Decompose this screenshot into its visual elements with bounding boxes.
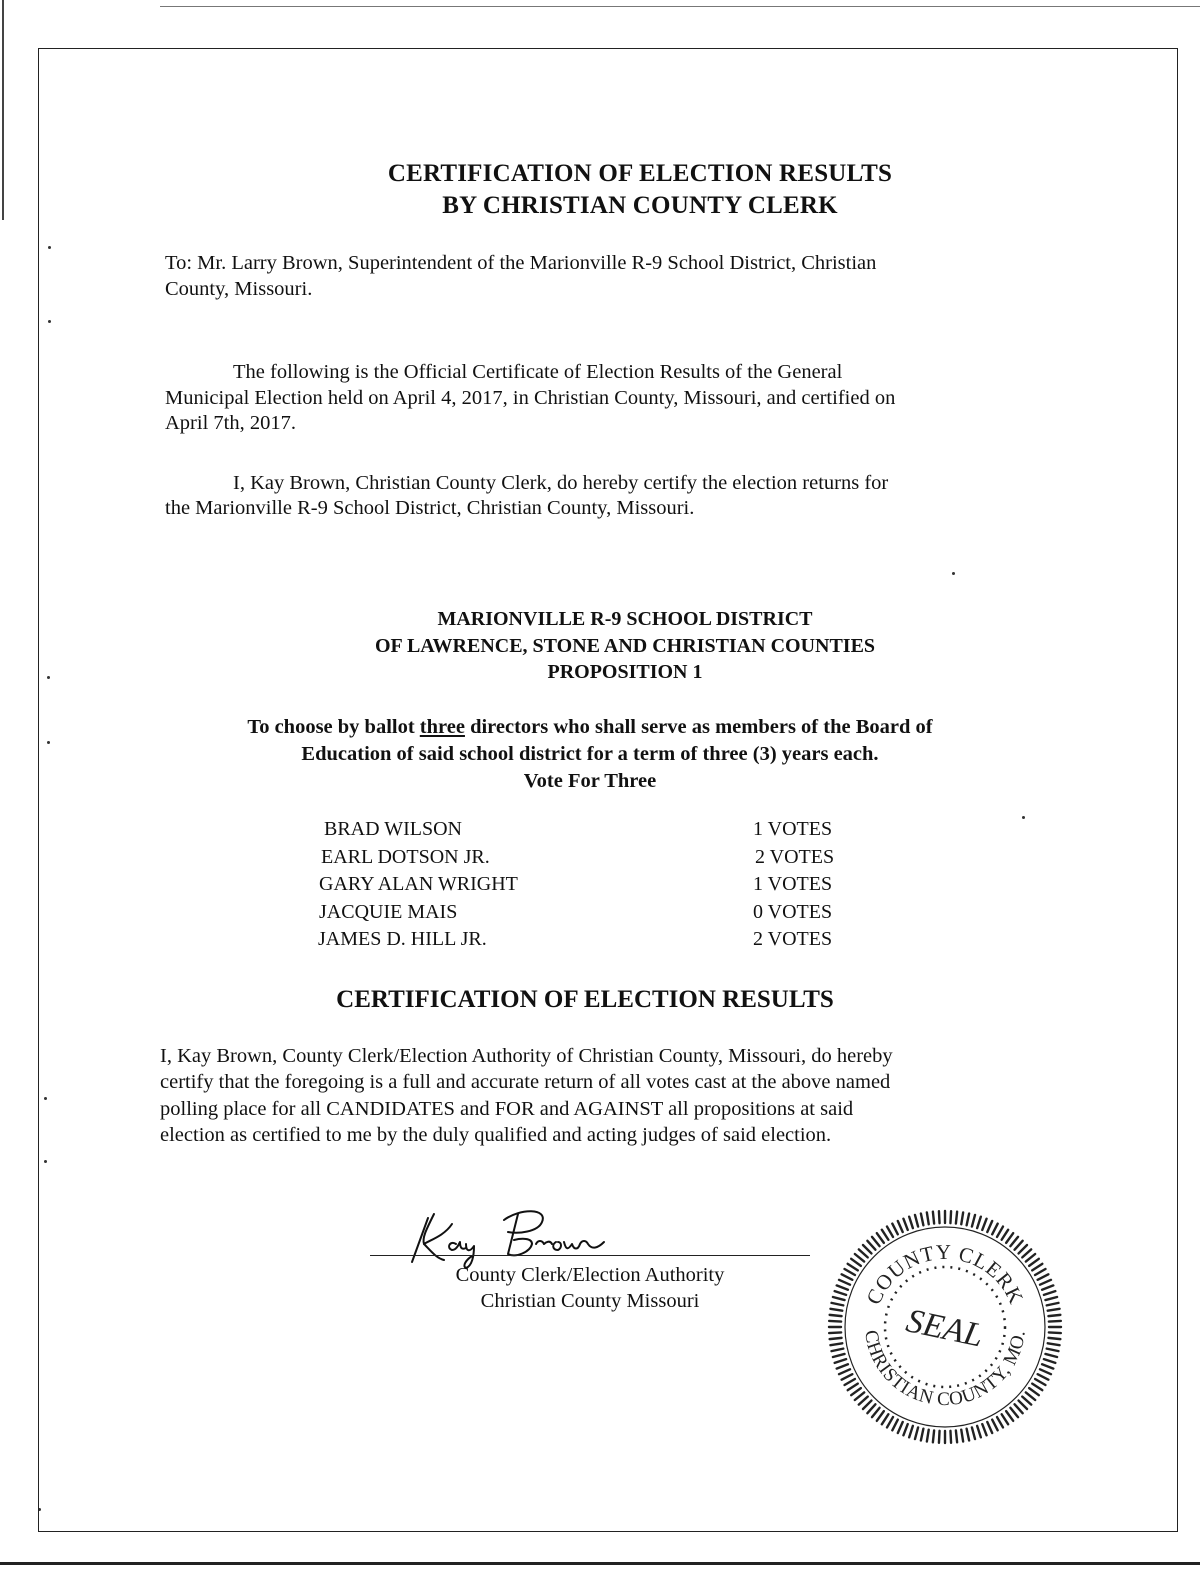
seal-tick xyxy=(915,1215,918,1227)
seal-tick xyxy=(842,1374,853,1379)
seal-tick xyxy=(837,1364,848,1368)
seal-tick xyxy=(956,1212,957,1224)
seal-tick xyxy=(835,1291,846,1295)
seal-tick xyxy=(950,1431,951,1443)
candidate-name: JAMES D. HILL JR. xyxy=(318,928,487,950)
seal-tick xyxy=(909,1426,913,1437)
certification-line4: election as certified to me by the duly qualified and acting judges of said election. xyxy=(160,1124,832,1146)
seal-tick xyxy=(882,1230,889,1240)
seal-tick xyxy=(839,1280,850,1285)
candidate-votes: 1 VOTES xyxy=(753,818,833,840)
seal-tick xyxy=(1019,1245,1027,1253)
candidate-name: EARL DOTSON JR. xyxy=(321,845,490,868)
svg-text:SEAL: SEAL xyxy=(902,1302,987,1355)
certification-line1: I, Kay Brown, County Clerk/Election Authority of Christian County, Missouri, do hereby xyxy=(160,1045,893,1067)
seal-tick xyxy=(1045,1297,1057,1300)
seal-tick xyxy=(848,1384,858,1391)
seal-tick xyxy=(982,1219,986,1230)
seal-tick xyxy=(997,1227,1003,1237)
seal-tick xyxy=(830,1338,842,1339)
candidate-row xyxy=(318,844,878,872)
seal-tick xyxy=(859,1397,868,1405)
certification-line2: certify that the foregoing is a full and accurate return of all votes cast at the above named xyxy=(160,1071,891,1093)
seal-tick xyxy=(1042,1285,1053,1289)
seal-tick xyxy=(887,1417,893,1427)
seal-tick xyxy=(1032,1264,1042,1271)
seal-tick xyxy=(1002,1414,1009,1424)
seal-tick xyxy=(855,1392,864,1400)
seal-tick xyxy=(1048,1315,1060,1316)
seal-tick xyxy=(1044,1291,1055,1295)
seal-tick xyxy=(992,1224,997,1235)
seal-tick xyxy=(1029,1259,1039,1266)
seal-tick xyxy=(1010,1408,1018,1417)
seal-tick xyxy=(898,1422,903,1433)
candidate-votes: 1 VOTES xyxy=(753,873,833,895)
seal-tick xyxy=(829,1332,841,1333)
seal-tick xyxy=(845,1269,855,1275)
seal-tick xyxy=(1049,1332,1061,1333)
seal-tick xyxy=(933,1212,934,1224)
candidate-name: BRAD WILSON xyxy=(324,818,462,840)
candidate-row xyxy=(318,816,878,844)
seal-tick xyxy=(833,1297,845,1300)
certification-heading: CERTIFICATION OF ELECTION RESULTS xyxy=(336,986,834,1013)
seal-tick xyxy=(1019,1401,1027,1409)
seal-tick xyxy=(1026,1392,1035,1400)
seal-tick xyxy=(898,1221,903,1232)
seal-tick xyxy=(927,1430,929,1442)
seal-tick xyxy=(933,1430,934,1442)
seal-tick xyxy=(832,1303,844,1305)
seal-tick xyxy=(1006,1411,1013,1421)
intro-line1: The following is the Official Certificate of Election Results of the General xyxy=(233,361,843,383)
seal-tick xyxy=(1038,1374,1049,1379)
scan-edge-bottom xyxy=(0,1562,1200,1565)
candidate-row xyxy=(318,926,878,954)
seal-tick xyxy=(839,1369,850,1374)
candidate-list xyxy=(318,816,878,954)
seal-tick xyxy=(830,1315,842,1316)
seal-tick xyxy=(877,1411,884,1421)
seal-tick xyxy=(855,1254,864,1262)
handwritten-signature xyxy=(400,1200,640,1270)
addressee-line2: County, Missouri. xyxy=(165,278,313,300)
intro-line3: April 7th, 2017. xyxy=(165,412,296,434)
seal-tick xyxy=(987,1422,992,1433)
seal-tick xyxy=(848,1264,858,1271)
seal-tick xyxy=(835,1359,846,1363)
seal-tick xyxy=(1006,1233,1013,1243)
proposition-text-post: directors who shall serve as members of the Board of xyxy=(464,716,933,738)
seal-tick xyxy=(1042,1364,1053,1368)
seal-tick xyxy=(1047,1303,1059,1305)
seal-tick xyxy=(961,1430,963,1442)
seal-tick xyxy=(939,1211,940,1223)
scan-edge-top xyxy=(160,6,1200,7)
seal-tick xyxy=(1040,1369,1051,1374)
vote-instruction: Vote For Three xyxy=(523,770,657,792)
proposition-text-line2: Education of said school district for a term of three (3) years each. xyxy=(301,743,879,765)
seal-tick xyxy=(967,1214,969,1226)
district-name: MARIONVILLE R-9 SCHOOL DISTRICT xyxy=(437,608,813,630)
seal-tick xyxy=(997,1417,1003,1427)
clerk-statement-line1: I, Kay Brown, Christian County Clerk, do hereby certify the election returns for xyxy=(233,472,889,494)
seal-tick xyxy=(903,1219,907,1230)
proposition-text-line1 xyxy=(0,713,1180,741)
intro-line2: Municipal Election held on April 4, 2017, in Christian County, Missouri, and certified on xyxy=(165,387,896,409)
clerk-statement-line2: the Marionville R-9 School District, Christian County, Missouri. xyxy=(165,497,695,519)
seal-tick xyxy=(863,1245,871,1253)
candidate-row xyxy=(318,899,878,927)
seal-tick xyxy=(863,1401,871,1409)
seal-tick xyxy=(851,1388,861,1395)
seal-tick xyxy=(956,1430,957,1442)
seal-tick xyxy=(867,1241,875,1250)
seal-tick xyxy=(961,1212,963,1224)
seal-tick xyxy=(1002,1230,1009,1240)
seal-tick xyxy=(872,1237,880,1246)
signature-caption-line1: County Clerk/Election Authority xyxy=(455,1264,725,1286)
seal-tick xyxy=(872,1408,880,1417)
district-counties: OF LAWRENCE, STONE AND CHRISTIAN COUNTIES xyxy=(374,635,876,657)
candidate-votes: 2 VOTES xyxy=(755,845,835,868)
seal-tick xyxy=(972,1427,975,1439)
county-clerk-seal xyxy=(825,1207,1065,1447)
seal-tick xyxy=(982,1424,986,1435)
addressee-line1: To: Mr. Larry Brown, Superintendent of the Marionville R-9 School District, Christian xyxy=(165,252,877,274)
seal-tick xyxy=(1040,1280,1051,1285)
seal-tick xyxy=(1032,1384,1042,1391)
candidate-votes: 2 VOTES xyxy=(753,928,833,950)
seal-tick xyxy=(887,1227,893,1237)
seal-tick xyxy=(830,1309,842,1311)
signature-line xyxy=(370,1255,810,1256)
seal-tick xyxy=(1049,1321,1061,1322)
seal-tick xyxy=(829,1321,841,1322)
seal-tick xyxy=(977,1426,981,1437)
seal-tick xyxy=(892,1420,897,1431)
seal-tick xyxy=(927,1212,929,1224)
candidate-row xyxy=(318,871,878,899)
seal-tick xyxy=(1048,1343,1060,1345)
candidate-name: GARY ALAN WRIGHT xyxy=(319,873,518,895)
seal-tick xyxy=(837,1285,848,1289)
seal-tick xyxy=(832,1349,844,1351)
seal-tick xyxy=(1022,1397,1031,1405)
seal-tick xyxy=(1015,1404,1023,1413)
seal-tick xyxy=(845,1379,855,1385)
seal-tick xyxy=(967,1429,969,1441)
proposition-text-pre: To choose by ballot xyxy=(247,716,420,738)
seal-tick xyxy=(859,1249,868,1257)
seal-tick xyxy=(1038,1274,1049,1279)
seal-tick xyxy=(1044,1359,1055,1363)
seal-tick xyxy=(1035,1269,1045,1275)
seal-tick xyxy=(882,1414,889,1424)
seal-tick xyxy=(939,1431,940,1443)
seal-tick xyxy=(972,1215,975,1227)
seal-tick xyxy=(1045,1354,1057,1357)
seal-tick xyxy=(977,1217,981,1228)
certification-line3: polling place for all CANDIDATES and FOR and AGAINST all propositions at said xyxy=(160,1098,854,1120)
proposition-text-underlined: three xyxy=(419,716,465,738)
seal-tick xyxy=(877,1233,884,1243)
seal-tick xyxy=(830,1343,842,1345)
seal-tick xyxy=(833,1354,845,1357)
seal-tick xyxy=(921,1429,923,1441)
seal-tick xyxy=(950,1211,951,1223)
seal-tick xyxy=(1022,1249,1031,1257)
seal-tick xyxy=(1026,1254,1035,1262)
seal-tick xyxy=(1048,1338,1060,1339)
proposition-number: PROPOSITION 1 xyxy=(547,661,703,683)
seal-tick xyxy=(892,1224,897,1235)
seal-tick xyxy=(867,1404,875,1413)
seal-tick xyxy=(1010,1237,1018,1246)
seal-tick xyxy=(842,1274,853,1279)
candidate-name: JACQUIE MAIS xyxy=(319,900,458,923)
document-title-line1: CERTIFICATION OF ELECTION RESULTS xyxy=(387,160,893,187)
seal-tick xyxy=(1035,1379,1045,1385)
signature-caption-line2: Christian County Missouri xyxy=(480,1290,700,1312)
seal-tick xyxy=(909,1217,913,1228)
seal-tick xyxy=(903,1424,907,1435)
seal-tick xyxy=(1015,1241,1023,1250)
candidate-votes: 0 VOTES xyxy=(753,900,833,923)
seal-tick xyxy=(987,1221,992,1232)
svg-text:CHRISTIAN COUNTY, MO.: CHRISTIAN COUNTY, MO. xyxy=(860,1328,1030,1411)
seal-tick xyxy=(1029,1388,1039,1395)
seal-tick xyxy=(1048,1309,1060,1311)
document-title-line2: BY CHRISTIAN COUNTY CLERK xyxy=(442,192,838,219)
seal-tick xyxy=(1047,1349,1059,1351)
svg-text:COUNTY CLERK: COUNTY CLERK xyxy=(861,1239,1029,1309)
seal-tick xyxy=(851,1259,861,1266)
seal-tick xyxy=(915,1427,918,1439)
seal-tick xyxy=(921,1214,923,1226)
seal-tick xyxy=(992,1420,997,1431)
